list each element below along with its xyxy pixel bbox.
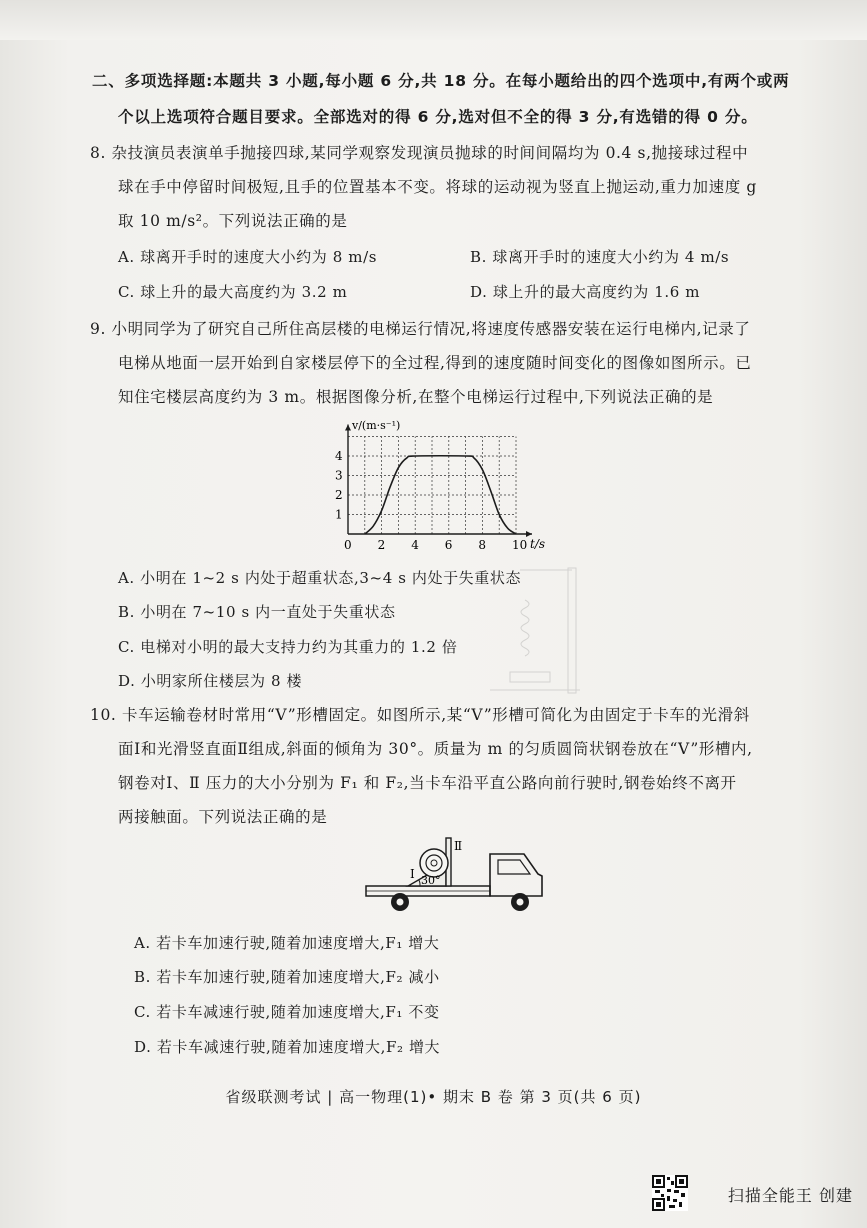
truck-v-groove-diagram xyxy=(362,830,562,920)
x-tick-label-4: 4 xyxy=(411,538,419,552)
q10-stem-line2: 面Ⅰ和光滑竖直面Ⅱ组成,斜面的倾角为 30°。质量为 m 的匀质圆筒状钢卷放在“V”形槽内, xyxy=(118,740,753,758)
section-header-line2: 个以上选项符合题目要求。全部选对的得 6 分,选对但不全的得 3 分,有选错的得 0 分。 xyxy=(118,108,758,126)
chart-grid xyxy=(348,437,516,535)
x-tick-label-8: 8 xyxy=(478,538,487,552)
q10-option-d: D. 若卡车减速行驶,随着加速度增大,F₂ 增大 xyxy=(134,1038,441,1056)
q8-stem-line1: 8. 杂技演员表演单手抛接四球,某同学观察发现演员抛球的时间间隔均为 0.4 s,抛接球过程中 xyxy=(90,144,749,162)
q8-option-b: B. 球离开手时的速度大小约为 4 m/s xyxy=(470,248,730,266)
q9-stem-line2: 电梯从地面一层开始到自家楼层停下的全过程,得到的速度随时间变化的图像如图所示。已 xyxy=(118,354,752,372)
q10-option-a: A. 若卡车加速行驶,随着加速度增大,F₁ 增大 xyxy=(134,934,440,952)
q10-stem-line4: 两接触面。下列说法正确的是 xyxy=(118,808,328,826)
label-plane-i: Ⅰ xyxy=(410,867,415,881)
qr-code-icon xyxy=(652,1175,688,1211)
q10-stem-line3: 钢卷对Ⅰ、Ⅱ 压力的大小分别为 F₁ 和 F₂,当卡车沿平直公路向前行驶时,钢卷始终不离开 xyxy=(118,774,737,792)
label-angle: 30° xyxy=(421,874,441,887)
y-axis-arrow xyxy=(345,425,351,431)
bleed-through-apparatus xyxy=(480,560,590,700)
q9-option-c: C. 电梯对小明的最大支持力约为其重力的 1.2 倍 xyxy=(118,638,458,656)
chart-x-axis-label: t/s xyxy=(530,537,546,551)
x-tick-label-10: 10 xyxy=(512,538,528,552)
y-tick-label-3: 3 xyxy=(335,468,343,483)
y-tick-label-2: 2 xyxy=(335,488,343,502)
q8-stem-line3: 取 10 m/s²。下列说法正确的是 xyxy=(118,212,348,230)
q9-option-a: A. 小明在 1~2 s 内处于超重状态,3~4 s 内处于失重状态 xyxy=(118,569,522,587)
x-tick-label-2: 2 xyxy=(377,538,386,552)
chart-tick-labels xyxy=(335,449,527,552)
steel-coil xyxy=(420,849,448,877)
section-header-line1: 二、多项选择题:本题共 3 小题,每小题 6 分,共 18 分。在每小题给出的四个选项中,有两个或两 xyxy=(92,72,790,90)
q10-stem-line1: 10. 卡车运输卷材时常用“V”形槽固定。如图所示,某“V”形槽可简化为由固定于卡车的光滑斜 xyxy=(90,706,750,724)
scanner-watermark: 扫描全能王 创建 xyxy=(727,1186,853,1205)
page-footer: 省级联测考试 | 高一物理(1)• 期末 B 卷 第 3 页(共 6 页) xyxy=(225,1088,642,1106)
q9-option-b: B. 小明在 7~10 s 内一直处于失重状态 xyxy=(118,603,396,621)
velocity-time-chart xyxy=(330,416,555,561)
q8-stem-line2: 球在手中停留时间极短,且手的位置基本不变。将球的运动视为竖直上抛运动,重力加速度 g xyxy=(118,178,757,196)
chart-y-axis-label: v/(m·s⁻¹) xyxy=(352,419,401,432)
q10-option-c: C. 若卡车减速行驶,随着加速度增大,F₁ 不变 xyxy=(134,1003,440,1021)
scan-edge-top xyxy=(0,0,867,40)
q9-stem-line3: 知住宅楼层高度约为 3 m。根据图像分析,在整个电梯运行过程中,下列说法正确的是 xyxy=(118,388,714,406)
q9-option-d: D. 小明家所住楼层为 8 楼 xyxy=(118,672,303,690)
x-tick-label-0: 0 xyxy=(344,538,352,552)
q8-option-d: D. 球上升的最大高度约为 1.6 m xyxy=(470,283,701,301)
q8-option-a: A. 球离开手时的速度大小约为 8 m/s xyxy=(118,248,378,266)
label-plane-ii: Ⅱ xyxy=(454,839,463,853)
q8-option-c: C. 球上升的最大高度约为 3.2 m xyxy=(118,283,348,301)
chart-axes xyxy=(345,425,532,538)
q9-stem-line1: 9. 小明同学为了研究自己所住高层楼的电梯运行情况,将速度传感器安装在运行电梯内,记录了 xyxy=(90,320,751,338)
y-tick-label-1: 1 xyxy=(335,507,343,522)
x-tick-label-6: 6 xyxy=(444,538,453,552)
q10-option-b: B. 若卡车加速行驶,随着加速度增大,F₂ 减小 xyxy=(134,968,440,986)
y-tick-label-4: 4 xyxy=(335,449,343,463)
